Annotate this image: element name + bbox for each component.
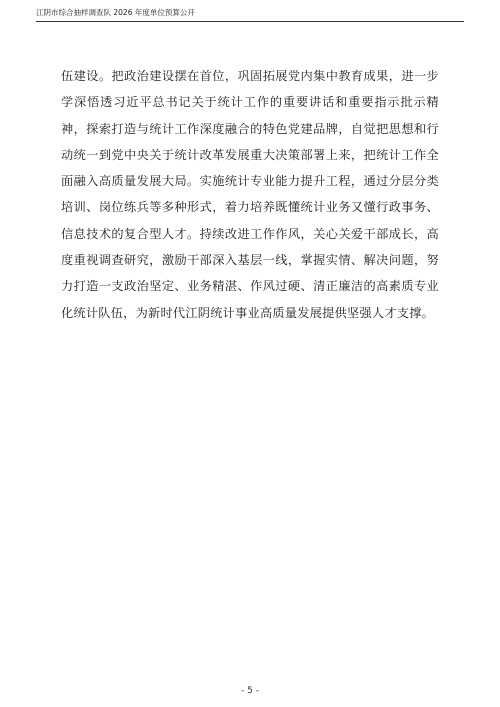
body-paragraph: 伍建设。把政治建设摆在首位，巩固拓展党内集中教育成果，进一步学深悟透习近平总书记关于统计工作的重要讲话和重要指示批示精神，探索打造与统计工作深度融合的特色党建品牌，自觉把思想和行动统一到党中央关于统计改革发展重大决策部署上来，把统计工作全面融入高质量发展大局。实施统计专业能力提升工程，通过分层分类培训、岗位练兵等多种形式，着力培养既懂统计业务又懂行政事务、信息技术的复合型人才。持续改进工作作风，关心关爱干部成长，高度重视调查研究，激励干部深入基层一线，掌握实情、解决问题，努力打造一支政治坚定、业务精湛、作风过硬、清正廉洁的高素质专业化统计队伍，为新时代江阴统计事业高质量发展提供坚强人才支撑。 [61, 69, 439, 320]
page-number: - 5 - [241, 686, 259, 696]
page-header [36, 7, 464, 22]
header-title: 江阴市综合抽样调查队 2026 年度单位预算公开 [36, 8, 195, 17]
